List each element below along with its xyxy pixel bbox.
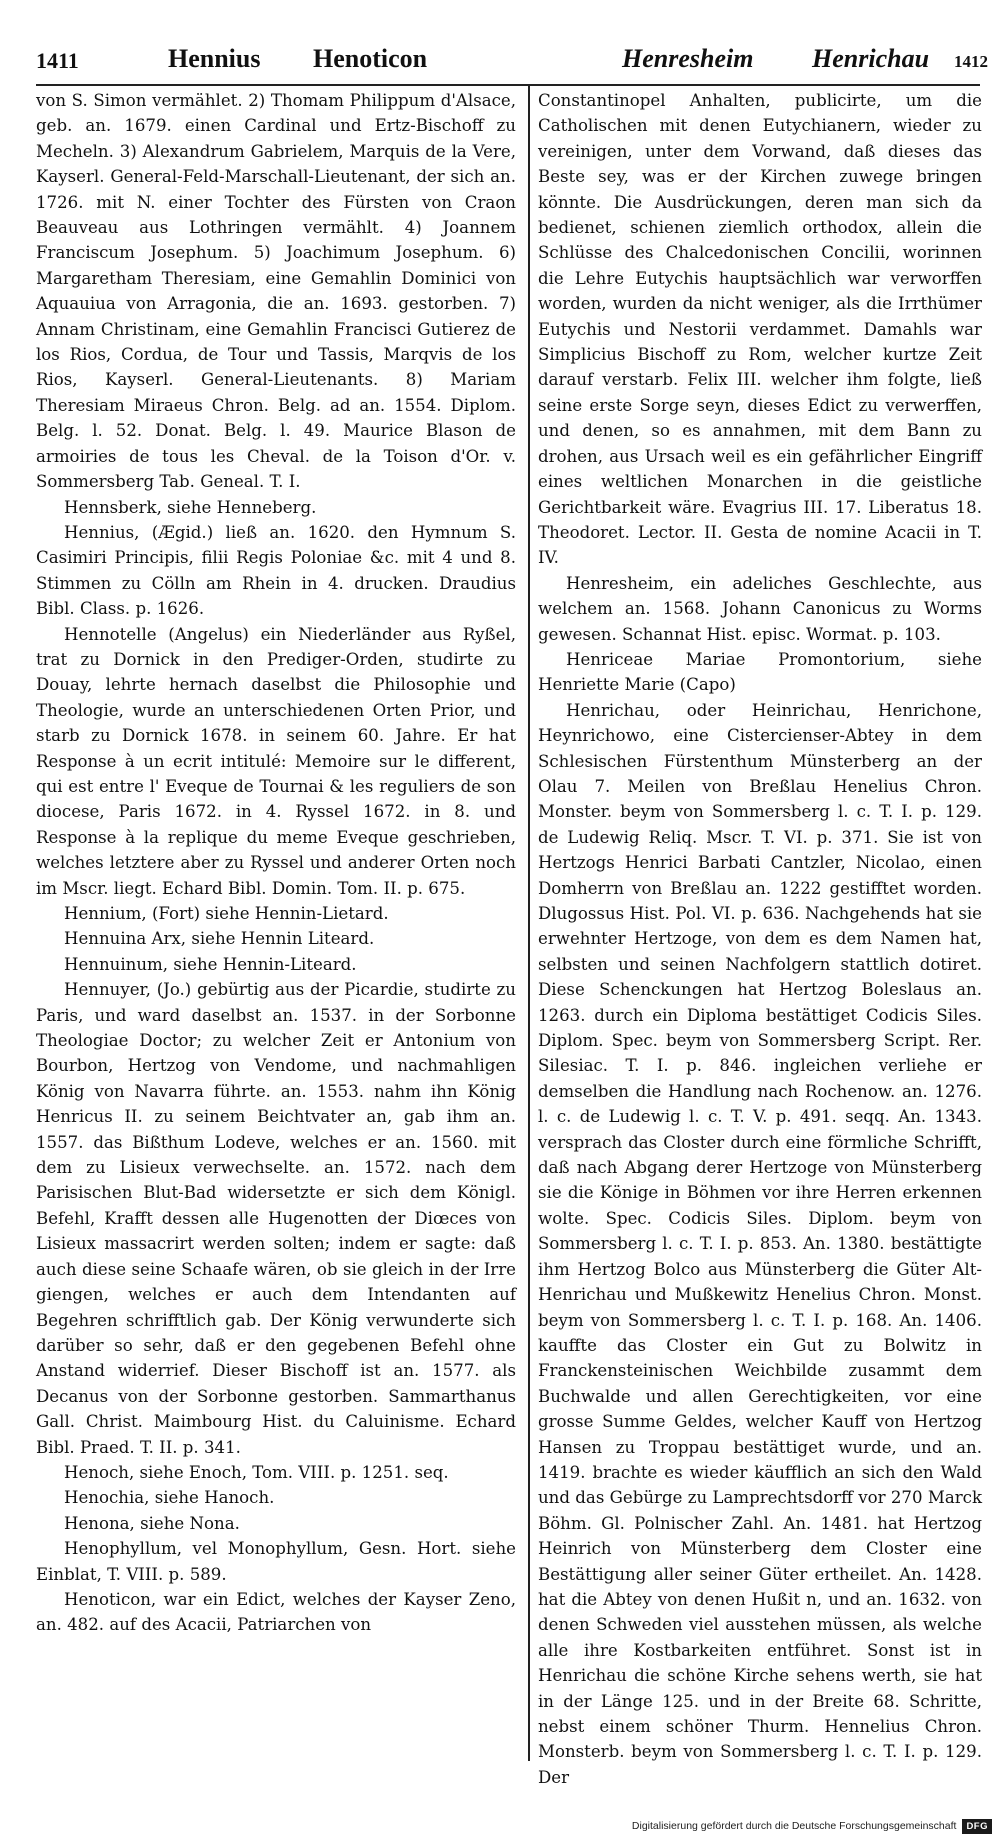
- left-entry: Hennuyer, (Jo.) gebürtig aus der Picardie, studirte zu Paris, und ward daselbst an. 1537. in der Sorbonne Theologiae Doctor; zu welcher Zeit er Antonium von Bourbon, Hertzog von Vendome, und nachmahligen König von Navarra führte. an. 1553. nahm ihn König Henricus II. zu seinem Beichtvater an, gab ihm an. 1557. das Bißthum Lodeve, welches er an. 1560. mit dem zu Lisieux verwechselte. an. 1572. nach dem Parisischen Blut-Bad widersetzte er sich dem Königl. Befehl, Krafft dessen alle Hugenotten der Diœces von Lisieux massacrirt werden solten; indem er sagte: daß auch diese seine Schaafe wären, ob sie gleich in der Irre giengen, welches er auch dem Intendanten auf Begehren schrifftlich gab. Der König verwunderte sich darüber so sehr, daß er den gegebenen Befehl ohne Anstand widerrief. Dieser Bischoff ist an. 1577. als Decanus von der Sorbonne gestorben. Sammarthanus Gall. Christ. Maimbourg Hist. du Caluinisme. Echard Bibl. Praed. T. II. p. 341.: [36, 980, 516, 1457]
- right-entry: Constantinopel Anhalten, publicirte, um die Catholischen mit denen Eutychianern, wieder zu vereinigen, unter dem Vorwand, daß dieses das Beste sey, was er der Kirchen zuwege bringen könnte. Die Ausdrückungen, deren man sich da bedienet, schienen ziemlich orthodox, allein die Schlüsse des Chalcedonischen Concilii, worinnen die Lehre Eutychis hauptsächlich war verworffen worden, wurden da nicht weniger, als die Irrthümer Eutychis und Nestorii verdammet. Damahls war Simplicius Bischoff zu Rom, welcher kurtze Zeit darauf verstarb. Felix III. welcher ihm folgte, ließ seine erste Sorge seyn, dieses Edict zu verwerffen, und denen, so es annahmen, mit dem Bann zu drohen, aus Ursach weil es ein gefährlicher Eingriff eines weltlichen Monarchen in die geistliche Gerichtbarkeit wäre. Evagrius III. 17. Liberatus 18. Theodoret. Lector. II. Gesta de nomine Acacii in T. IV.: [538, 91, 982, 568]
- left-column: [36, 88, 516, 1768]
- running-head-keyword-3: Henresheim: [622, 44, 754, 73]
- page-number-left: 1411: [36, 48, 79, 73]
- left-entry: Henochia, siehe Hanoch.: [64, 1488, 275, 1508]
- left-entry: Hennsberk, siehe Henneberg.: [64, 497, 317, 517]
- left-entry: Henoch, siehe Enoch, Tom. VIII. p. 1251. seq.: [64, 1462, 449, 1482]
- left-entry: Hennium, (Fort) siehe Hennin-Lietard.: [64, 904, 389, 923]
- left-entry: Henona, siehe Nona.: [64, 1513, 240, 1533]
- right-entry: Henrichau, oder Heinrichau, Henrichone, Heynrichowo, eine Cistercienser-Abtey in dem Schlesischen Fürstenthum Münsterberg an der Olau 7. Meilen von Breßlau Henelius Chron. Monster. beym von Sommersberg l. c. T. I. p. 129. de Ludewig Reliq. Mscr. T. VI. p. 371. Sie ist von Hertzogs Henrici Barbati Cantzler, Nicolao, einen Domherrn von Breßlau an. 1222 gestifftet worden. Dlugossus Hist. Pol. VI. p. 636. Nachgehends hat sie erwehnter Hertzoge, von dem es dem Namen hat, selbsten und seinen Nachfolgern stattlich dotiret. Diese Schenckungen hat Hertzog Boleslaus an. 1263. durch ein Diploma bestättiget Codicis Siles. Diplom. Spec. beym von Sommersberg Script. Rer. Silesiac. T. I. p. 846. ingleichen verliehe er demselben die Handlung nach Rochenow. an. 1276. l. c. de Ludewig l. c. T. V. p. 491. seqq. An. 1343. versprach das Closter durch eine förmliche Schrifft, daß nach Abgang derer Hertzoge von Münsterberg sie die Könige in Böhmen vor ihre Herren erkennen wolte. Spec. Codicis Siles. Diplom. beym von Sommersberg l. c. T. I. p. 853. An. 1380. bestättigte ihm Hertzog Bolco aus Münsterberg die Güter Alt-Henrichau und Mußkewitz Henelius Chron. Monst. beym von Sommersberg l. c. T. I. p. 168. An. 1406. kauffte das Closter ein Gut zu Bolwitz in Franckensteinischen Weichbilde zusammt dem Buchwalde und allen Gerechtigkeiten, vor eine grosse Summe Geldes, welcher Kauff von Hertzog Hansen zu Troppau bestättiget wurde, und an. 1419. brachte es wieder käufflich an sich den Wald und das Gebürge zu Lamprechtsdorff vor 270 Marck Böhm. Gl. Polnischer Zahl. An. 1481. hat Hertzog Heinrich von Münsterberg dem Closter eine Bestättigung aller seiner Güter ertheilet. An. 1428. hat die Abtey von denen Hußit n, und an. 1632. von denen Schweden viel ausstehen müssen, als welche alle ihre Kostbarkeiten entführet. Sonst ist in Henrichau die schöne Kirche sehens werth, sie hat in der Länge 125. und in der Breite 68. Schritte, nebst einem schöner Thurm. Hennelius Chron. Monsterb. beym von Sommersberg l. c. T. I. p. 129. Der: [538, 700, 982, 1787]
- left-entry: Hennuinum, siehe Hennin-Liteard.: [64, 954, 357, 974]
- left-entry: Henophyllum, vel Monophyllum, Gesn. Hort. siehe Einblat, T. VIII. p. 589.: [36, 1539, 516, 1584]
- running-head-keyword-4: Henrichau: [812, 44, 930, 73]
- page-footer: [632, 1817, 992, 1835]
- left-entry: von S. Simon vermählet. 2) Thomam Philippum d'Alsace, geb. an. 1679. einen Cardinal und Ertz-Bischoff zu Mecheln. 3) Alexandrum Gabrielem, Marquis de la Vere, Kayserl. General-Feld-Marschall-Lieutenant, der sich an. 1726. mit N. einer Tochter des Fürsten von Craon Beauveau aus Lothringen vermählt. 4) Joannem Franciscum Josephum. 5) Joachimum Josephum. 6) Margaretham Theresiam, eine Gemahlin Dominici von Aquauiua von Arragonia, die an. 1693. gestorben. 7) Annam Christinam, eine Gemahlin Francisci Gutierez de los Rios, Cordua, de Tour und Tassis, Marqvis de los Rios, Kayserl. General-Lieutenants. 8) Mariam Theresiam Miraeus Chron. Belg. ad an. 1554. Diplom. Belg. l. 52. Donat. Belg. l. 49. Maurice Blason de armoiries de tous les Cheval. de la Toison d'Or. v. Sommersberg Tab. Geneal. T. I.: [36, 91, 516, 492]
- dfg-logo: DFG: [962, 1819, 992, 1834]
- page-header: [36, 44, 988, 86]
- left-entry: Hennuina Arx, siehe Hennin Liteard.: [64, 929, 375, 949]
- right-entry: Henriceae Mariae Promontorium, siehe Henriette Marie (Capo): [538, 649, 982, 695]
- right-entry: Henresheim, ein adeliches Geschlechte, aus welchem an. 1568. Johann Canonicus zu Worms gewesen. Schannat Hist. episc. Wormat. p. 103.: [538, 573, 982, 644]
- left-entry: Hennius, (Ægid.) ließ an. 1620. den Hymnum S. Casimiri Principis, filii Regis Poloniae &c. mit 4 und 8. Stimmen zu Cölln am Rhein in 4. drucken. Draudius Bibl. Class. p. 1626.: [36, 522, 516, 619]
- right-column: [538, 88, 982, 1787]
- running-head-keyword-1: Hennius: [168, 44, 261, 73]
- column-divider: [528, 86, 530, 1761]
- digitization-credit: Digitalisierung gefördert durch die Deutsche Forschungsgemeinschaft: [631, 1820, 957, 1832]
- running-head-keyword-2: Henoticon: [313, 44, 428, 73]
- left-entry: Henoticon, war ein Edict, welches der Kayser Zeno, an. 482. auf des Acacii, Patriarchen von: [36, 1589, 516, 1635]
- header-rule: [36, 84, 980, 86]
- left-entry: Hennotelle (Angelus) ein Niederländer aus Ryßel, trat zu Dornick in den Prediger-Orden, studirte zu Douay, lehrte hernach daselbst die Philosophie und Theologie, wurde an unterschiedenen Orten Prior, und starb zu Dornick 1678. in seinem 60. Jahre. Er hat Response à un ecrit intitulé: Memoire sur le different, qui est entre l' Eveque de Tournai & les reguliers de son diocese, Paris 1672. in 4. Ryssel 1672. in 8. und Response à la replique du meme Eveque geschrieben, welches letztere aber zu Ryssel und anderer Orten noch im Mscr. liegt. Echard Bibl. Domin. Tom. II. p. 675.: [36, 624, 516, 898]
- page-number-right: 1412: [954, 52, 988, 71]
